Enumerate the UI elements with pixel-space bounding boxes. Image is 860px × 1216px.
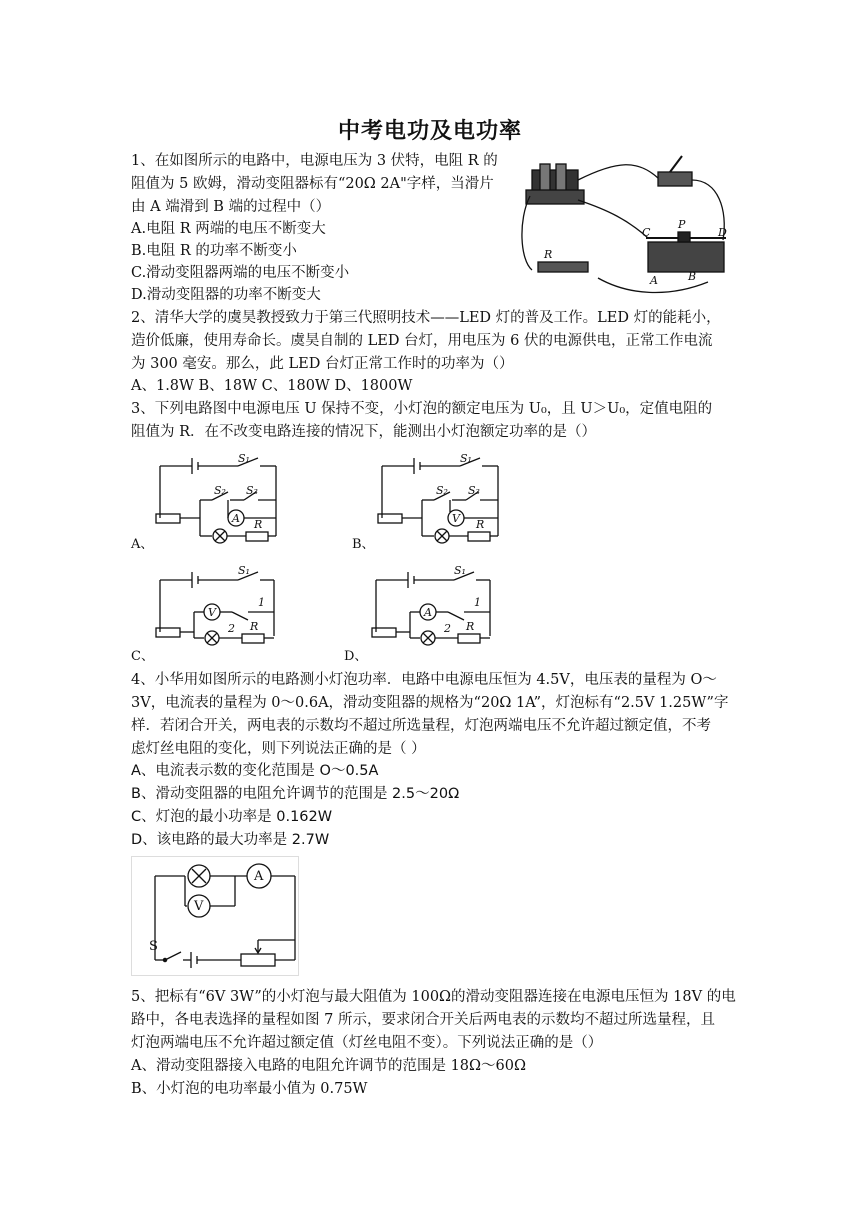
q3b-r: R	[476, 518, 485, 531]
q2-line: 为 300 毫安。那么，此 LED 台灯正常工作时的功率为（）	[131, 356, 514, 372]
q3-circuit-c	[148, 560, 288, 656]
q3a-r: R	[254, 518, 263, 531]
q3-circuit-a	[148, 450, 288, 546]
q4-circuit-diagram	[131, 856, 299, 976]
q3a-s2: S₂	[214, 484, 226, 497]
q5-option-a: A、滑动变阻器接入电路的电阻允许调节的范围是 18Ω～60Ω	[131, 1058, 527, 1074]
q4-option-b: B、滑动变阻器的电阻允许调节的范围是 2.5～20Ω	[131, 786, 460, 802]
q3b-voltmeter: V	[452, 512, 460, 525]
q1-label-a: A	[650, 274, 658, 287]
q5-line: 灯泡两端电压不允许超过额定值（灯丝电阻不变）。下列说法正确的是（）	[131, 1035, 603, 1051]
q3-option-c-label: C、	[131, 649, 154, 664]
page-title: 中考电功及电功率	[337, 118, 522, 144]
q3d-contact-1: 1	[474, 596, 481, 609]
q1-option-d: D.滑动变阻器的功率不断变大	[131, 287, 321, 303]
q3a-s3: S₃	[246, 484, 258, 497]
q3-option-d-label: D、	[344, 649, 368, 664]
q4-ammeter-symbol: A	[254, 869, 264, 884]
q3b-s2: S₂	[436, 484, 448, 497]
q1-option-b: B.电阻 R 的功率不断变小	[131, 243, 297, 259]
q3d-r: R	[466, 620, 475, 633]
q4-line: 4、小华用如图所示的电路测小灯泡功率．电路中电源电压恒为 4.5V，电压表的量程为 O～	[131, 672, 717, 688]
q1-option-a: A.电阻 R 两端的电压不断变大	[131, 221, 326, 237]
q3b-s1: S₁	[460, 452, 472, 465]
q2-options: A、1.8W B、18W C、180W D、1800W	[131, 378, 413, 394]
q3-circuit-b	[370, 450, 510, 546]
q1-line: 1、在如图所示的电路中，电源电压为 3 伏特，电阻 R 的	[131, 153, 498, 169]
q3c-contact-2: 2	[228, 622, 235, 635]
q1-label-c: C	[642, 226, 651, 239]
q1-label-d: D	[718, 226, 727, 239]
q4-option-d: D、该电路的最大功率是 2.7W	[131, 832, 330, 848]
q5-option-b: B、小灯泡的电功率最小值为 0.75W	[131, 1081, 368, 1097]
q3-circuit-d	[364, 560, 504, 656]
q3-line: 阻值为 R．在不改变电路连接的情况下，能测出小灯泡额定功率的是（）	[131, 424, 597, 440]
q1-line: 阻值为 5 欧姆，滑动变阻器标有“20Ω 2A"字样，当滑片	[131, 176, 494, 192]
q3a-s1: S₁	[238, 452, 250, 465]
q4-line: 3V，电流表的量程为 0～0.6A，滑动变阻器的规格为“20Ω 1A”，灯泡标有“2.5V 1.25W”字	[131, 695, 729, 711]
q1-option-c: C.滑动变阻器两端的电压不断变小	[131, 265, 350, 281]
q4-line: 样．若闭合开关，两电表的示数均不超过所选量程，灯泡两端电压不允许超过额定值，不考	[131, 718, 711, 734]
q4-option-c: C、灯泡的最小功率是 0.162W	[131, 809, 333, 825]
q2-line: 2、清华大学的虞昊教授致力于第三代照明技术——LED 灯的普及工作。LED 灯的能耗小，	[131, 310, 721, 326]
q2-line: 造价低廉，使用寿命长。虞昊自制的 LED 台灯，用电压为 6 伏的电源供电，正常工作电流	[131, 333, 713, 349]
q4-voltmeter-symbol: V	[194, 899, 204, 914]
q3b-s3: S₃	[468, 484, 480, 497]
q1-line: 由 A 端滑到 B 端的过程中（）	[131, 199, 331, 215]
q4-line: 虑灯丝电阻的变化，则下列说法正确的是（ ）	[131, 741, 426, 757]
q5-line: 5、把标有“6V 3W”的小灯泡与最大阻值为 100Ω的滑动变阻器连接在电源电压恒为 18V 的电	[131, 989, 736, 1005]
q4-switch-symbol: S	[149, 939, 158, 954]
q3c-contact-1: 1	[258, 596, 265, 609]
q1-circuit-photo	[518, 150, 740, 300]
q3c-voltmeter: V	[208, 606, 216, 619]
q5-line: 路中，各电表选择的量程如图 7 所示，要求闭合开关后两电表的示数均不超过所选量程，且	[131, 1012, 715, 1028]
q3a-ammeter: A	[232, 512, 240, 525]
q3d-ammeter: A	[424, 606, 432, 619]
q3c-r: R	[250, 620, 259, 633]
q3d-contact-2: 2	[444, 622, 451, 635]
q1-label-b: B	[688, 270, 697, 283]
q3-line: 3、下列电路图中电源电压 U 保持不变，小灯泡的额定电压为 U₀，且 U＞U₀，定值电阻的	[131, 401, 713, 417]
q3-option-b-label: B、	[352, 537, 375, 552]
q3c-s1: S₁	[238, 564, 250, 577]
q3-option-a-label: A、	[131, 537, 154, 552]
q4-option-a: A、电流表示数的变化范围是 O～0.5A	[131, 763, 379, 779]
q3d-s1: S₁	[454, 564, 466, 577]
q1-label-r: R	[544, 248, 553, 261]
q1-label-p: P	[678, 218, 686, 231]
